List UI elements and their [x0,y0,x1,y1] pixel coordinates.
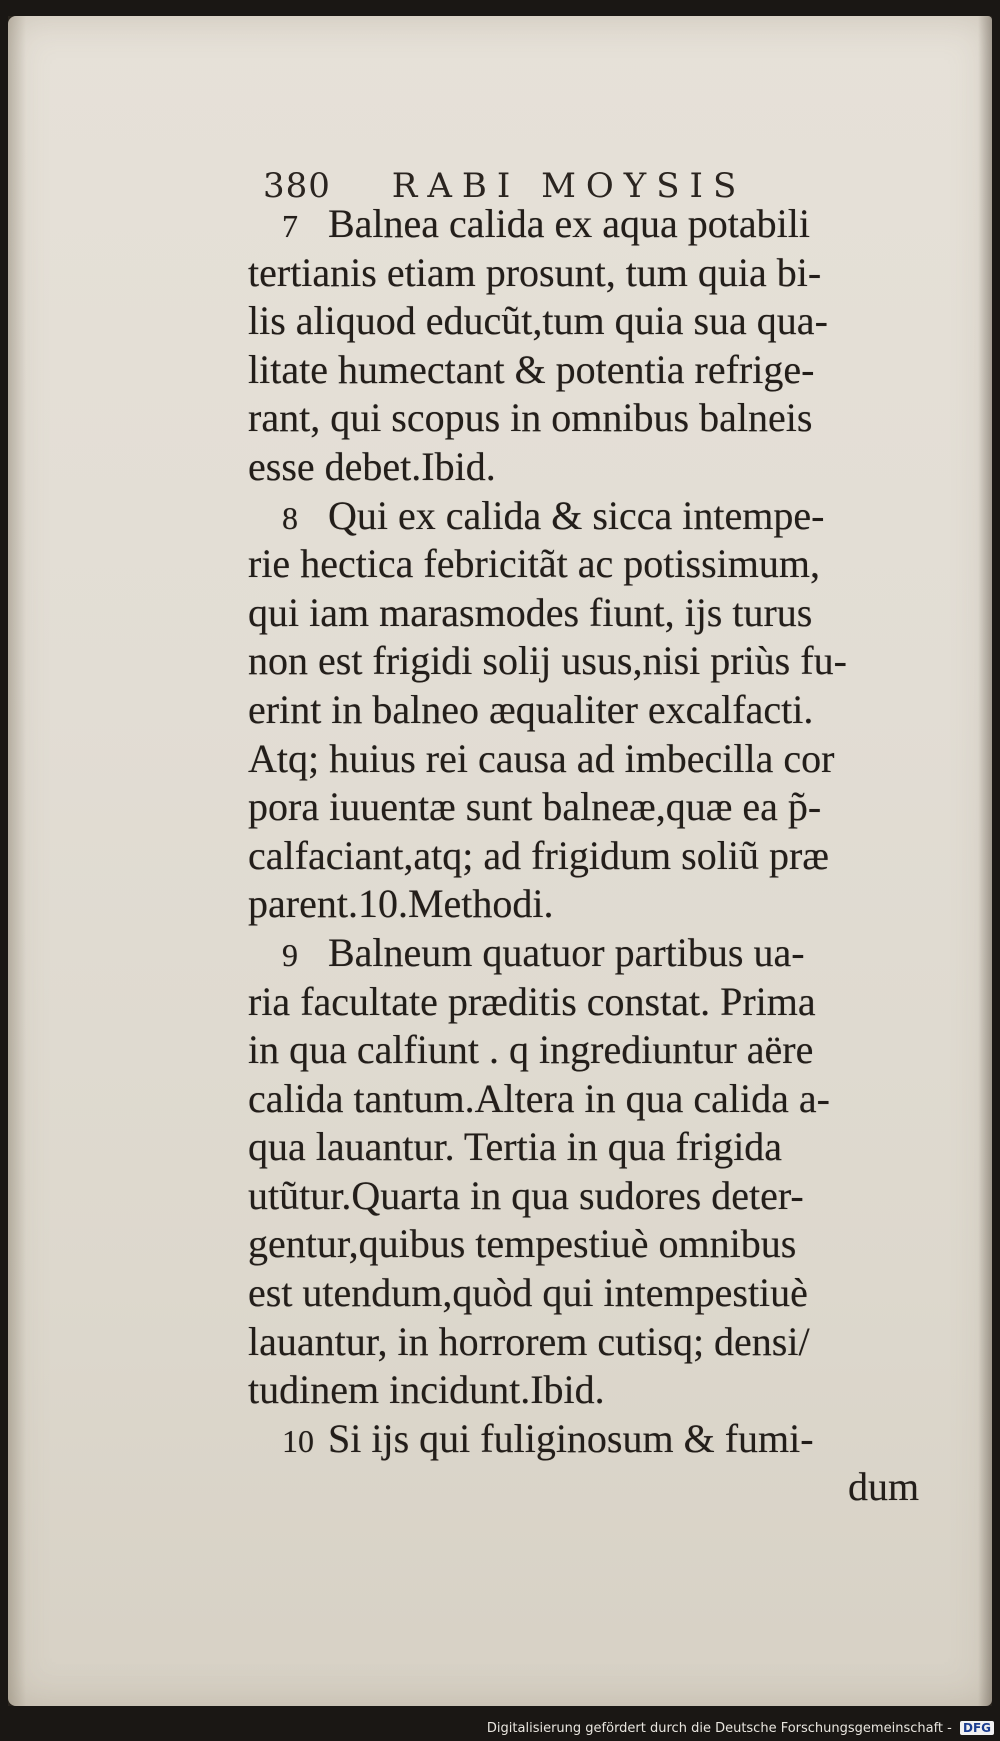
text-line: utũtur.Quarta in qua sudores deter- [248,1172,804,1218]
text-line: tertianis etiam prosunt, tum quia bi- [248,249,822,295]
digitization-credit [487,1721,994,1736]
text-line: ria facultate præditis constat. Prima [248,978,816,1024]
text-line: 8 Qui ex calida & sicca intempe- [248,492,938,541]
text-line: lis aliquod educũt,tum quia sua qua- [248,298,828,344]
entry-number: 10 [282,1422,314,1459]
text-line: non est frigidi solij usus,nisi priùs fu- [248,638,847,684]
text-line: 9 Balneum quatuor partibus ua- [248,929,938,978]
text-line: gentur,quibus tempestiuè omnibus [248,1221,797,1267]
catchword: dum [848,1464,920,1510]
text-line: rie hectica febricitãt ac potissimum, [248,541,820,587]
text-line: qui iam marasmodes fiunt, ijs turus [248,589,813,635]
text-line: qua lauantur. Tertia in qua frigida [248,1124,783,1170]
text-line: in qua calfiunt . q ingrediuntur aëre [248,1027,814,1073]
page-number: 380 [263,166,331,206]
credit-text: Digitalisierung gefördert durch die Deutsche Forschungsgemeinschaft - [486,1721,952,1736]
text-line: lauantur, in horrorem cutisq; densi/ [248,1318,810,1364]
text-line: Atq; huius rei causa ad imbecilla cor [248,735,835,781]
text-line: calida tantum.Altera in qua calida a- [248,1075,830,1121]
entry-number: 8 [282,499,298,536]
body-text [248,200,938,1512]
dfg-logo: DFG [960,1721,994,1735]
text-line: esse debet.Ibid. [248,443,496,489]
entry-number: 7 [282,208,298,244]
text-line: erint in balneo æqualiter excalfacti. [248,686,814,732]
text-line: 7 Balnea calida ex aqua potabili [248,200,938,249]
text-line: calfaciant,atq; ad frigidum soliũ præ [248,832,829,878]
text-line: parent.10.Methodi. [248,881,554,927]
running-title: RABI MOYSIS [391,166,747,206]
text-line: pora iuuentæ sunt balneæ,quæ ea p̃- [248,784,822,830]
text-line: 10 Si ijs qui fuliginosum & fumi- [248,1415,938,1464]
text-line: rant, qui scopus in omnibus balneis [248,395,813,441]
text-line: litate humectant & potentia refrige- [248,346,815,392]
entry-number: 9 [282,936,298,973]
text-line: est utendum,quòd qui intempestiuè [248,1270,808,1316]
text-line: tudinem incidunt.Ibid. [248,1367,605,1413]
